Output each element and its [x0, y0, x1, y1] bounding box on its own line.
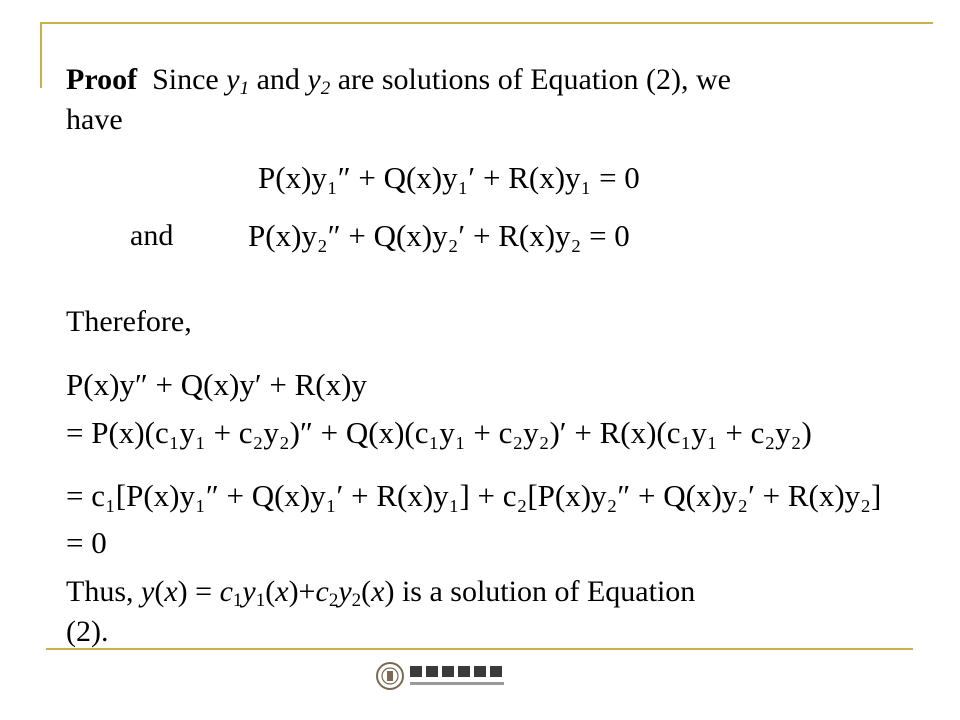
- slide-frame-left-line: [40, 22, 42, 88]
- conclusion-end: (2).: [66, 615, 109, 648]
- equation-y2: P(x)y₂″ + Q(x)y₂′ + R(x)y₂ = 0: [248, 218, 630, 253]
- slide-frame-bottom-line: [46, 648, 913, 650]
- proof-and: and: [256, 63, 300, 96]
- equation-step-1: P(x)y″ + Q(x)y′ + R(x)y: [66, 367, 367, 402]
- y2-var: $y_2$: [307, 63, 331, 99]
- proof-rest: are solutions of Equation (2), we: [337, 63, 731, 96]
- equation-step-3: = c₁[P(x)y₁″ + Q(x)y₁′ + R(x)y₁] + c₂[P(x)y₂″ + Q(x)y₂′ + R(x)y₂]: [66, 478, 882, 513]
- proof-statement-have: have: [66, 103, 123, 136]
- equation-y1: P(x)y₁″ + Q(x)y₁′ + R(x)y₁ = 0: [258, 160, 640, 195]
- slide-frame-top-line: [40, 22, 933, 24]
- equation-step-4: = 0: [66, 525, 107, 560]
- and-text: and: [130, 219, 174, 252]
- equation-step-2: = P(x)(c₁y₁ + c₂y₂)″ + Q(x)(c₁y₁ + c₂y₂)′ + R(x)(c₁y₁ + c₂y₂): [66, 415, 812, 450]
- proof-intro: Since: [152, 63, 219, 96]
- y1-var: $y_1$: [226, 63, 250, 99]
- proof-label: Proof: [66, 63, 138, 96]
- university-logo: [374, 660, 510, 692]
- conclusion-thus: Thus,: [66, 575, 134, 608]
- therefore-text: Therefore,: [66, 305, 192, 338]
- conclusion-mid: is a solution of Equation: [401, 575, 696, 608]
- proof-statement-line: [66, 62, 731, 98]
- conclusion-line: Thus, $y(x) = c_1y_1(x)+c_2y_2(x)$ is a solution of Equation: [66, 575, 696, 611]
